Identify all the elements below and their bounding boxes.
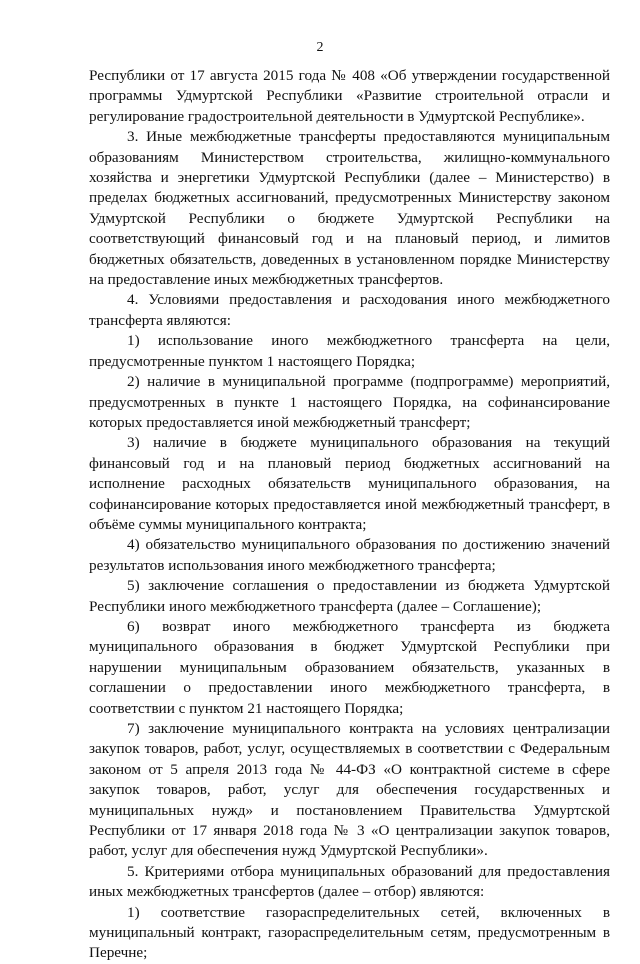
- paragraph-clause-5: 5. Критериями отбора муниципальных образований для предоставления иных межбюджетных трансфертов (далее – отбор) являются:: [89, 862, 610, 901]
- paragraph-item-5-1: 1) соответствие газораспределительных сетей, включенных в муниципальный контракт, газораспределительным сетям, предусмотренным в Перечне;: [89, 903, 610, 962]
- paragraph-item-4-4: 4) обязательство муниципального образования по достижению значений результатов использования иного межбюджетного трансферта;: [89, 536, 610, 574]
- paragraph-item-4-6: 6) возврат иного межбюджетного трансферта из бюджета муниципального образования в бюджет Удмуртской Республики при нарушении муниципальным образованием обязательств, указанных в соглашении о предоставлении иного межбюджетного трансферта, в соответствии с пунктом 21 настоящего Порядка;: [89, 617, 610, 717]
- paragraph-item-4-1: 1) использование иного межбюджетного трансферта на цели, предусмотренные пунктом 1 настоящего Порядка;: [89, 332, 610, 370]
- paragraph-clause-3: 3. Иные межбюджетные трансферты предоставляются муниципальным образованиям Министерством строительства, жилищно-коммунального хозяйства и энергетики Удмуртской Республики (далее – Министерство) в пределах бюджетных ассигнований, предусмотренных Министерству законом Удмуртской Республики о бюджете Удмуртской Республики на соответствующий финансовый год и на плановый период, и лимитов бюджетных обязательств, доведенных в установленном порядке Министерству на предоставление иных межбюджетных трансфертов.: [89, 128, 610, 289]
- paragraph-item-4-3: 3) наличие в бюджете муниципального образования на текущий финансовый год и на плановый период бюджетных ассигнований на исполнение расходных обязательств муниципального образования, на софинансирование которых предоставляется иной межбюджетный трансферт, в объёме суммы муниципального контракта;: [89, 434, 610, 533]
- page-number: 2: [316, 40, 324, 55]
- paragraph-continuation: Республики от 17 августа 2015 года № 408 «Об утверждении государственной программы Удмуртской Республики «Развитие строительной отрасли и регулирование градостроительной деятельности в Удмуртской Республике».: [89, 67, 610, 125]
- document-body: [89, 66, 610, 964]
- paragraph-item-4-5: 5) заключение соглашения о предоставлении из бюджета Удмуртской Республики иного межбюджетного трансферта (далее – Соглашение);: [89, 577, 610, 615]
- paragraph-item-4-2: 2) наличие в муниципальной программе (подпрограмме) мероприятий, предусмотренных в пункте 1 настоящего Порядка, на софинансирование которых предоставляется иной межбюджетный трансферт;: [89, 373, 610, 431]
- paragraph-item-4-7: 7) заключение муниципального контракта на условиях централизации закупок товаров, работ, услуг, осуществляемых в соответствии с Федеральным законом от 5 апреля 2013 года № 44-ФЗ «О контрактной системе в сфере закупок товаров, работ, услуг для обеспечения государственных и муниципальных нужд» и постановлением Правительства Удмуртской Республики от 17 января 2018 года № 3 «О централизации закупок товаров, работ, услуг для обеспечения нужд Удмуртской Республики».: [89, 720, 610, 860]
- paragraph-clause-4: 4. Условиями предоставления и расходования иного межбюджетного трансферта являются:: [89, 291, 610, 329]
